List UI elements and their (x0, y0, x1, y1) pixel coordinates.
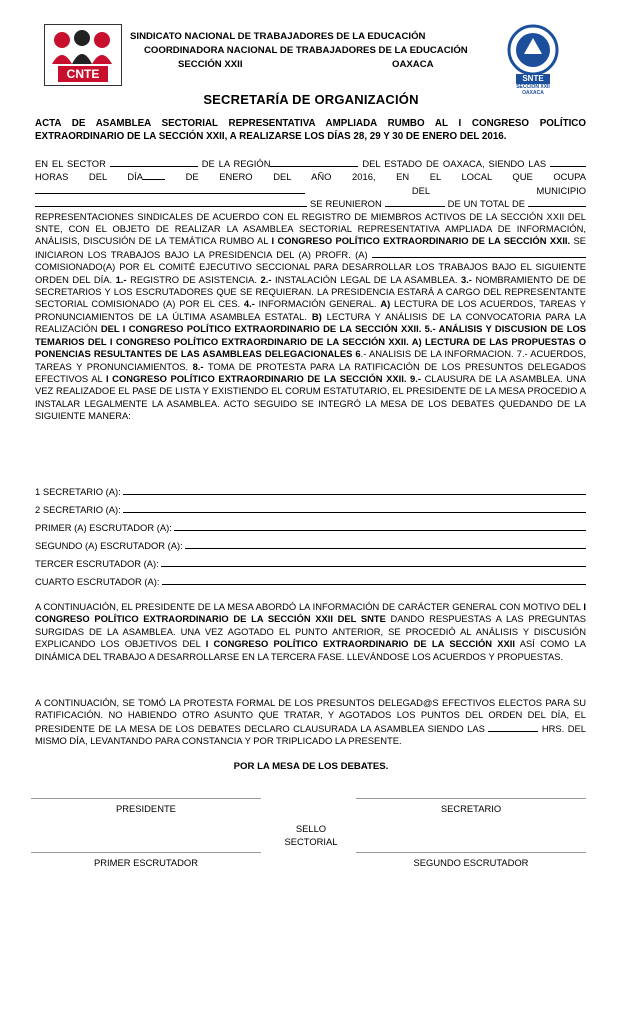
mesa-heading: POR LA MESA DE LOS DEBATES. (233, 761, 389, 772)
debate-roles (35, 479, 586, 587)
body-text: DEL ESTADO DE OAXACA, SIENDO LAS (358, 158, 550, 169)
total-field[interactable] (528, 197, 586, 207)
region-field[interactable] (270, 157, 358, 167)
body-text: COMISIONADO(A) POR EL COMITÉ EJECUTIVO SECCIONAL PARA DESARROLLAR LOS TRABAJOS BAJO EL SIGUIENTE ORDEN DEL DÍA. (35, 261, 586, 285)
body-text: LECTURA DE LOS ACUERDOS, TAREAS Y PRONUNCIAMIENTOS DE LA ÚLTIMA ASAMBLEA ESTATAL. (35, 298, 586, 322)
role-field[interactable] (161, 566, 586, 567)
body-text: HRS. DEL MISMO DÍA, LEVANTANDO PARA CONSTANCIA Y POR TRIPLICADO LA PRESENTE. (35, 722, 586, 747)
body-bold: 3.- (460, 273, 472, 285)
body-bold: B) (311, 310, 322, 322)
body-text: REPRESENTACIONES SINDICALES DE ACUERDO CON EL REGISTRO DE MIEMBROS ACTIVOS DE LA SECCIÓN XXII DEL SNTE, CON EL OBJETO DE REALIZAR LA ASAMBLEA SECTORIAL REPRESENTATIVA AMPLIADA DE INFORMACIÓN, ANÁLISIS, DISCUSIÓN DE LA TEMÁTICA RUMBO AL (35, 210, 586, 247)
body-bold: 2.- (260, 273, 272, 285)
body-text: DE ENERO DEL AÑO 2016, EN EL LOCAL QUE OCUPA (165, 171, 586, 183)
body-text: DE LA REGIÓN (197, 158, 271, 169)
body-text: HORAS DEL DÍA (35, 171, 144, 183)
body-bold: A) (380, 298, 391, 310)
signature-line[interactable] (31, 798, 261, 799)
body-text: A CONTINUACIÓN, EL PRESIDENTE DE LA MESA ABORDÓ LA INFORMACIÓN DE CARÁCTER GENERAL CON MOTIVO DEL (35, 601, 584, 612)
snte-logo-sub: SECCION XXII OAXACA (516, 84, 550, 96)
header-state: OAXACA (392, 59, 434, 70)
role-field[interactable] (123, 494, 586, 495)
role-label: SEGUNDO (A) ESCRUTADOR (A): (35, 540, 183, 551)
body-bold: 4.- (243, 298, 255, 310)
role-row (35, 533, 586, 551)
role-row (35, 515, 586, 533)
seal-placeholder (0, 822, 622, 848)
signature-label: SECRETARIO (440, 803, 502, 814)
signature-segundo-escrutador (356, 852, 586, 868)
cnte-logo-text: CNTE (66, 67, 100, 81)
act-subtitle: ACTA DE ASAMBLEA SECTORIAL REPRESENTATIVA AMPLIADA RUMBO AL I CONGRESO POLÍTICO EXTRAORDINARIO DE LA SECCIÓN XXII, A REALIZARSE LOS DÍAS 28, 29 Y 30 DE ENERO DEL 2016. (35, 118, 586, 142)
signature-primer-escrutador (31, 852, 261, 868)
body-text: NOMBRAMIENTO DE DE SECRETARIOS Y LOS ESCRUTADORES QUE SE REQUIERAN. LA PRESIDENCIA ESTARÁ A CARGO DEL REPRESENTANTE SECTORIAL COMISIONADO (A) POR EL CES. (35, 273, 587, 310)
role-row (35, 551, 586, 569)
body-bold: I CONGRESO POLÍTICO EXTRAORDINARIO DE LA SECCIÓN XXII DEL SNTE (35, 601, 586, 625)
reunieron-field[interactable] (385, 197, 445, 207)
body-text: INSTALACIÓN LEGAL DE LA ASAMBLEA. (271, 273, 461, 285)
role-label: 1 SECRETARIO (A): (35, 486, 121, 497)
header-line-2: COORDINADORA NACIONAL DE TRABAJADORES DE LA EDUCACIÓN (144, 45, 468, 56)
body-text: DANDO RESPUESTAS A LAS PREGUNTAS SURGIDAS DE LA ASAMBLEA. UNA VEZ AGOTADO EL PUNTO ANTERIOR, SE PROCEDIÓ AL ANÁLISIS Y DISCUSIÓN EXPLICANDO LOS OBJETIVOS DEL (35, 613, 586, 650)
body-text: ASÍ COMO LA DINÁMICA DEL TRABAJO A DESARROLLARSE EN LA TERCERA FASE. LLEVÁNDOSE LOS ACUERDOS Y PROPUESTAS. (35, 638, 586, 662)
body-text: A CONTINUACIÓN, SE TOMÓ LA PROTESTA FORMAL DE LOS PRESUNTOS DELEGAD@S EFECTIVOS ELECTOS PARA SU RATIFICACIÓN. NO HABIENDO OTRO ASUNTO QUE TRATAR, Y AGOTADOS LOS PUNTOS DEL ORDEN DEL DÍA, EL PRESIDENTE DE LA MESA DE LOS DEBATES DECLARO CLAUSURADA LA ASAMBLEA SIENDO LAS (35, 697, 586, 734)
role-row (35, 569, 586, 587)
body-bold: I CONGRESO POLÍTICO EXTRAORDINARIO DE LA SECCIÓN XXII. 9.- (105, 372, 421, 384)
body-text: SE REUNIERON (307, 198, 385, 210)
body-bold: DEL I CONGRESO POLÍTICO EXTRAORDINARIO DE LA SECCIÓN XXII. 5.- ANÁLISIS Y DISCUSION DE LOS TEMARIOS DEL I CONGRESO POLÍTICO EXTRAORDINARIO DE LA SECCIÓN XXII. A) LECTURA DE LAS PROPUESTAS O PONENCIAS RESULTANTES DE LAS ASAMBLEAS DELEGACIONALES 6 (35, 323, 586, 360)
body-text: EN EL SECTOR (35, 158, 110, 169)
closing-hour-field[interactable] (488, 722, 538, 732)
day-field[interactable] (143, 170, 165, 180)
signature-secretario (356, 798, 586, 814)
signature-line[interactable] (356, 852, 586, 853)
role-label: CUARTO ESCRUTADOR (A): (35, 576, 160, 587)
header-line-1: SINDICATO NACIONAL DE TRABAJADORES DE LA EDUCACIÓN (130, 31, 426, 42)
signature-line[interactable] (31, 852, 261, 853)
signature-line[interactable] (356, 798, 586, 799)
body-text: DE UN TOTAL DE (444, 198, 528, 210)
role-label: PRIMER (A) ESCRUTADOR (A): (35, 522, 172, 533)
role-field[interactable] (123, 512, 586, 513)
body-text: REGISTRO DE ASISTENCIA. (126, 273, 261, 285)
body-text: CLAUSURA DE LA ASAMBLEA. UNA VEZ REALIZADOE EL PASE DE LISTA Y EXISTIENDO EL CORUM ESTATUTARIO, EL PRESIDENTE DE LA MESA PROCEDIO A INSTALAR LEGALMENTE LA ASAMBLEA. ACTO SEGUIDO SE INTEGRÓ LA MESA DE LOS DEBATES QUEDANDO DE LA SIGUIENTE MANERA: (35, 372, 586, 422)
role-field[interactable] (174, 530, 586, 531)
municipio-field[interactable] (35, 197, 307, 207)
role-row (35, 497, 586, 515)
role-label: 2 SECRETARIO (A): (35, 504, 121, 515)
page-title: SECRETARÍA DE ORGANIZACIÓN (203, 92, 419, 107)
profr-field[interactable] (372, 248, 586, 258)
signature-label: PRIMER ESCRUTADOR (94, 857, 198, 868)
body-bold: 8.- (192, 360, 204, 372)
body-bold: 1.- (115, 273, 127, 285)
body-bold: I CONGRESO POLÍTICO EXTRAORDINARIO DE LA SECCIÓN XXII. (271, 235, 571, 247)
body-text: TOMA DE PROTESTA PARA LA RATIFICACIÓN DE LOS PRESUNTOS DELEGADOS EFECTIVOS AL (35, 360, 586, 384)
body-text: .- ANALISIS DE LA INFORMACION. 7.- ACUERDOS, TAREAS Y PRONUNCIAMIENTOS. (35, 348, 586, 372)
body-text: INFORMACIÓN GENERAL. (254, 298, 381, 310)
role-field[interactable] (185, 548, 586, 549)
seal-label-1: SELLO (295, 823, 327, 834)
signature-label: SEGUNDO ESCRUTADOR (413, 857, 529, 868)
header-section: SECCIÓN XXII (178, 59, 243, 70)
sector-field[interactable] (110, 157, 198, 167)
snte-logo-text: SNTE (522, 74, 544, 83)
signature-presidente (31, 798, 261, 814)
cnte-logo (44, 24, 122, 86)
body-text: DEL MUNICIPIO (305, 184, 586, 196)
local-field[interactable] (35, 184, 305, 194)
closing-paragraph (35, 697, 586, 748)
information-paragraph (35, 601, 586, 663)
seal-label-2: SECTORIAL (284, 836, 338, 847)
signature-label: PRESIDENTE (116, 803, 176, 814)
hour-field[interactable] (550, 157, 586, 167)
role-field[interactable] (162, 584, 587, 585)
role-row (35, 479, 586, 497)
role-label: TERCER ESCRUTADOR (A): (35, 558, 159, 569)
body-text: SE INICIARON LOS TRABAJOS BAJO LA PRESIDENCIA DEL (A) PROFR. (A) (35, 235, 586, 260)
act-body (35, 157, 586, 423)
snte-logo (502, 24, 564, 94)
body-bold: I CONGRESO POLÍTICO EXTRAORDINARIO DE LA SECCIÓN XXII (205, 638, 516, 650)
body-text: LECTURA Y ANÁLISIS DE LA CONVOCATORIA PARA LA REALIZACIÓN (35, 310, 586, 335)
